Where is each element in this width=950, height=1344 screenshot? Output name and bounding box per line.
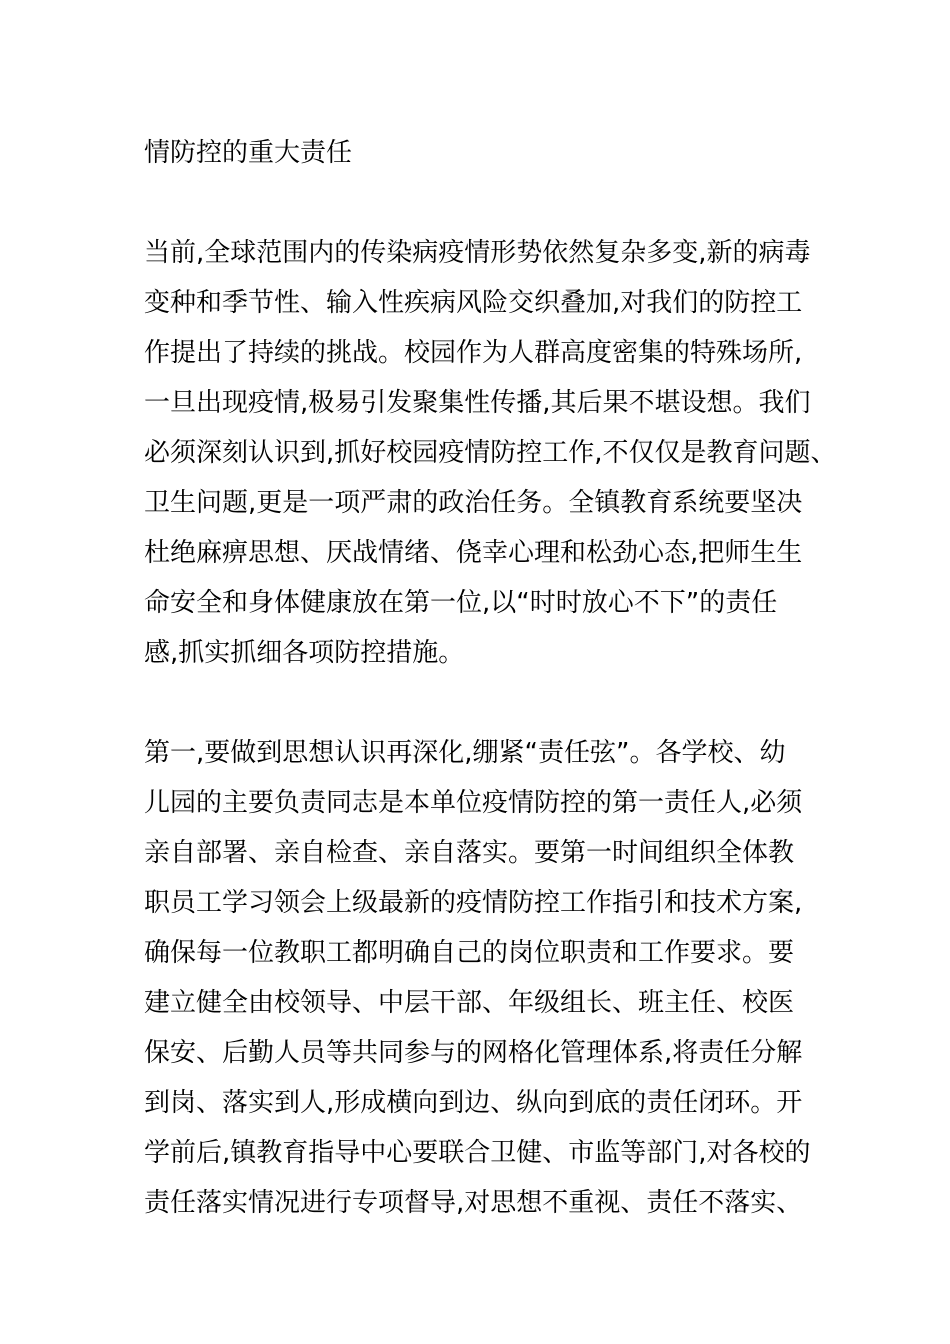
paragraph-line: 作提出了持续的挑战。校园作为人群高度密集的特殊场所, [144,338,803,368]
paragraph-gap [144,678,814,728]
paragraph-line: 变种和季节性、输入性疾病风险交织叠加,对我们的防控工 [144,288,803,318]
paragraph-2 [144,728,814,1228]
paragraph-line: 必须深刻认识到,抓好校园疫情防控工作,不仅仅是教育问题、 [144,438,837,468]
paragraph-line: 杜绝麻痹思想、厌战情绪、侥幸心理和松劲心态,把师生生 [144,538,803,568]
paragraph-line: 保安、后勤人员等共同参与的网格化管理体系,将责任分解 [144,1038,803,1068]
paragraph-line: 亲自部署、亲自检查、亲自落实。要第一时间组织全体教 [144,838,795,868]
paragraph-line: 感,抓实抓细各项防控措施。 [144,638,465,668]
paragraph-line: 到岗、落实到人,形成横向到边、纵向到底的责任闭环。开 [144,1088,803,1118]
paragraph-line: 卫生问题,更是一项严肃的政治任务。全镇教育系统要坚决 [144,488,803,518]
document-body [144,128,837,1228]
paragraph-line: 学前后,镇教育指导中心要联合卫健、市监等部门,对各校的 [144,1138,811,1168]
paragraph-gap [144,178,814,228]
paragraph-line: 第一,要做到思想认识再深化,绷紧“责任弦”。各学校、幼 [144,738,786,768]
paragraph-line: 命安全和身体健康放在第一位,以“时时放心不下”的责任 [144,588,778,618]
paragraph-line: 儿园的主要负责同志是本单位疫情防控的第一责任人,必须 [144,788,803,818]
paragraph-line: 当前,全球范围内的传染病疫情形势依然复杂多变,新的病毒 [144,238,811,268]
paragraph-1 [144,228,837,678]
paragraph-line: 职员工学习领会上级最新的疫情防控工作指引和技术方案, [144,888,803,918]
section-heading: 情防控的重大责任 [144,138,353,168]
paragraph-line: 确保每一位教职工都明确自己的岗位职责和工作要求。要 [144,938,795,968]
paragraph-line: 一旦出现疫情,极易引发聚集性传播,其后果不堪设想。我们 [144,388,811,418]
paragraph-line: 建立健全由校领导、中层干部、年级组长、班主任、校医 [144,988,795,1018]
paragraph-line: 责任落实情况进行专项督导,对思想不重视、责任不落实、 [144,1188,803,1218]
